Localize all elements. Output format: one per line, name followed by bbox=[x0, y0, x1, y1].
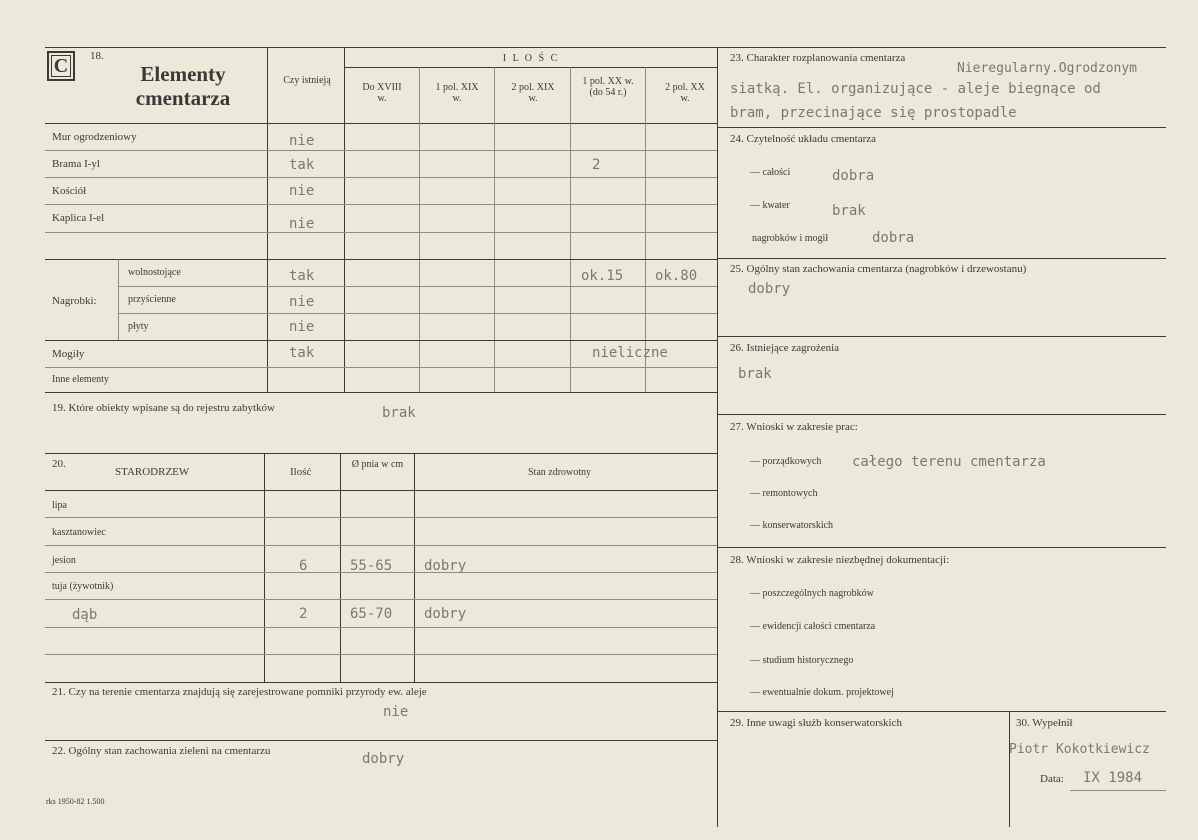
q23-label: 23. Charakter rozplanowania cmentarza bbox=[730, 52, 906, 64]
row-label-przyscienne: przyścienne bbox=[128, 294, 176, 305]
q23-line3: bram, przecinające się prostopadle bbox=[730, 105, 1017, 121]
section-title bbox=[108, 62, 258, 110]
row-label-kosciol: Kościół bbox=[52, 185, 87, 197]
rule bbox=[717, 336, 1166, 337]
col-header-do-xviii: Do XVIII w. bbox=[362, 82, 402, 104]
q21-label: 21. Czy na terenie cmentarza znajdują się zarejestrowane pomniki przyrody ew. aleje bbox=[52, 686, 427, 698]
tree-kasztanowiec: kasztanowiec bbox=[52, 527, 106, 538]
tree-dab-count: 2 bbox=[299, 606, 308, 622]
value-wolnostojace-exists: tak bbox=[289, 268, 315, 284]
rule bbox=[717, 547, 1166, 548]
row-label-mur: Mur ogrodzeniowy bbox=[52, 131, 137, 143]
q28-label: 28. Wnioski w zakresie niezbędnej dokumentacji: bbox=[730, 554, 950, 566]
tree-tuja: tuja (żywotnik) bbox=[52, 581, 114, 592]
q23-line2: siatką. El. organizujące - aleje biegnące od bbox=[730, 81, 1101, 97]
rule bbox=[45, 340, 717, 341]
rule bbox=[717, 414, 1166, 415]
q27-porzadkowych: — porządkowych bbox=[750, 456, 822, 467]
rule bbox=[45, 654, 717, 655]
footer-code: rks 1950-82 1.500 bbox=[46, 797, 105, 806]
q26-label: 26. Istniejące zagrożenia bbox=[730, 342, 840, 354]
tree-dab-diam: 65-70 bbox=[350, 606, 393, 622]
row-label-mogily: Mogiły bbox=[52, 348, 85, 360]
section-letter: C bbox=[53, 55, 69, 77]
col-header-2pol-xix: 2 pol. XIX w. bbox=[511, 82, 555, 104]
col-header-ilosc: I L O Ś C bbox=[502, 53, 560, 64]
rule bbox=[340, 453, 341, 682]
rule bbox=[45, 682, 717, 683]
rule bbox=[717, 47, 718, 827]
q27-label: 27. Wnioski w zakresie prac: bbox=[730, 421, 858, 433]
title-line-2: cmentarza bbox=[135, 86, 231, 110]
q29-label: 29. Inne uwagi służb konserwatorskich bbox=[730, 717, 902, 729]
row-label-kaplica: Kaplica I-el bbox=[52, 212, 105, 224]
q26-answer: brak bbox=[738, 366, 772, 382]
row-label-wolnostojace: wolnostojące bbox=[128, 267, 181, 278]
rule bbox=[45, 545, 717, 546]
rule bbox=[45, 259, 717, 260]
q19-answer: brak bbox=[382, 405, 416, 421]
col-header-2pol-xx: 2 pol. XX w. bbox=[665, 82, 705, 104]
rule bbox=[118, 313, 717, 314]
q30-data-value: IX 1984 bbox=[1083, 770, 1143, 786]
rule bbox=[1070, 790, 1166, 791]
col-header-1pol-xx: 1 pol. XX w. (do 54 r.) bbox=[582, 76, 634, 98]
value-kosciol-exists: nie bbox=[289, 183, 315, 199]
q24-label: 24. Czytelność układu cmentarza bbox=[730, 133, 877, 145]
q20-header-starodrzew: STARODRZEW bbox=[115, 466, 190, 478]
rule bbox=[414, 453, 415, 682]
q22-label: 22. Ogólny stan zachowania zieleni na cmentarzu bbox=[52, 745, 271, 757]
q25-answer: dobry bbox=[748, 281, 791, 297]
rule bbox=[45, 47, 717, 48]
rule bbox=[717, 711, 1166, 712]
value-wolnostojace-1pol-xx: ok.15 bbox=[581, 268, 624, 284]
rule bbox=[717, 127, 1166, 128]
value-wolnostojace-2pol-xx: ok.80 bbox=[655, 268, 698, 284]
q24-kwater: — kwater bbox=[750, 200, 790, 211]
row-label-plyty: płyty bbox=[128, 321, 149, 332]
rule bbox=[45, 740, 717, 741]
q20-header-ilosc: Ilość bbox=[290, 466, 312, 478]
rule bbox=[494, 67, 495, 392]
tree-dab-health: dobry bbox=[424, 606, 467, 622]
rule bbox=[264, 453, 265, 682]
rule bbox=[419, 67, 420, 392]
tree-dab: dąb bbox=[72, 607, 98, 623]
value-brama-exists: tak bbox=[289, 157, 315, 173]
rule bbox=[717, 47, 1166, 48]
nagrobki-label: Nagrobki: bbox=[52, 295, 97, 307]
value-przyscienne-exists: nie bbox=[289, 294, 315, 310]
rule bbox=[45, 453, 717, 454]
col-header-1pol-xix: 1 pol. XIX w. bbox=[435, 82, 479, 104]
tree-jesion-diam: 55-65 bbox=[350, 558, 393, 574]
value-plyty-exists: nie bbox=[289, 319, 315, 335]
rule bbox=[118, 259, 119, 340]
value-brama-1pol-xx: 2 bbox=[592, 157, 601, 173]
tree-jesion-health: dobry bbox=[424, 558, 467, 574]
q24-kwater-value: brak bbox=[832, 203, 866, 219]
rule bbox=[717, 258, 1166, 259]
rule bbox=[118, 286, 717, 287]
q27-porzadkowych-value: całego terenu cmentarza bbox=[852, 454, 1046, 470]
q27-konserwatorskich: — konserwatorskich bbox=[750, 520, 834, 531]
value-kaplica-exists: nie bbox=[289, 216, 315, 232]
rule bbox=[45, 150, 717, 151]
q28-item: — ewentualnie dokum. projektowej bbox=[750, 687, 894, 698]
q24-nagrobkow-value: dobra bbox=[872, 230, 915, 246]
section-letter-box bbox=[47, 51, 75, 81]
q22-answer: dobry bbox=[362, 751, 405, 767]
q25-label: 25. Ogólny stan zachowania cmentarza (nagrobków i drzewostanu) bbox=[730, 263, 1027, 275]
title-line-1: Elementy bbox=[140, 62, 226, 86]
q30-label: 30. Wypełnił bbox=[1016, 717, 1073, 729]
q28-item: — poszczególnych nagrobków bbox=[750, 588, 874, 599]
tree-jesion-count: 6 bbox=[299, 558, 308, 574]
q28-item: — ewidencji całości cmentarza bbox=[750, 621, 876, 632]
rule bbox=[45, 204, 717, 205]
rule bbox=[45, 627, 717, 628]
rule bbox=[45, 123, 717, 124]
tree-jesion: jesion bbox=[52, 555, 76, 566]
q30-data-label: Data: bbox=[1040, 773, 1064, 785]
row-label-brama: Brama I-yl bbox=[52, 158, 100, 170]
q20-number: 20. bbox=[52, 458, 66, 470]
rule bbox=[645, 67, 646, 392]
value-mur-exists: nie bbox=[289, 133, 315, 149]
section-number: 18. bbox=[90, 50, 104, 62]
q19-label: 19. Które obiekty wpisane są do rejestru zabytków bbox=[52, 402, 275, 414]
rule bbox=[45, 490, 717, 491]
q24-calosci-value: dobra bbox=[832, 168, 875, 184]
rule bbox=[570, 67, 571, 392]
q24-nagrobkow: nagrobków i mogił bbox=[752, 233, 829, 244]
q20-header-pnia: Ø pnia w cm bbox=[351, 459, 404, 470]
rule bbox=[45, 367, 717, 368]
q27-remontowych: — remontowych bbox=[750, 488, 818, 499]
value-mogily-exists: tak bbox=[289, 345, 315, 361]
rule bbox=[45, 232, 717, 233]
value-mogily-note: nieliczne bbox=[592, 345, 668, 361]
rule bbox=[45, 177, 717, 178]
col-header-exists: Czy istnieją bbox=[283, 75, 331, 86]
rule bbox=[345, 67, 717, 68]
q23-line1: Nieregularny.Ogrodzonym bbox=[957, 61, 1138, 76]
q20-header-stan: Stan zdrowotny bbox=[528, 467, 592, 478]
q28-item: — studium historycznego bbox=[750, 655, 854, 666]
rule bbox=[45, 517, 717, 518]
tree-lipa: lipa bbox=[52, 500, 67, 511]
rule bbox=[1009, 711, 1010, 827]
q21-answer: nie bbox=[383, 704, 409, 720]
rule bbox=[45, 392, 717, 393]
q30-name: Piotr Kokotkiewicz bbox=[1009, 742, 1150, 757]
q24-calosci: — całości bbox=[750, 167, 791, 178]
row-label-inne: Inne elementy bbox=[52, 374, 109, 385]
rule bbox=[45, 599, 717, 600]
